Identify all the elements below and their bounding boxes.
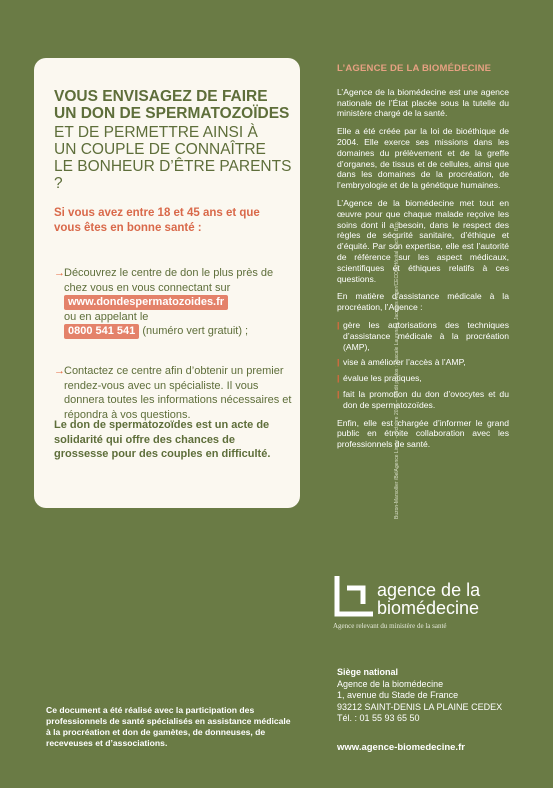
head-office-phone: Tél. : 01 55 93 65 50 [337, 713, 420, 723]
head-office-name: Agence de la biomédecine [337, 678, 444, 689]
phone-number-link[interactable]: 0800 541 541 [64, 324, 139, 339]
agency-logo-icon [333, 574, 377, 622]
bullet-contact-center-text: Contactez ce centre afin d’obtenir un premier rendez-vous avec un spécialiste. Il vous donnera toutes les informations nécessaires et répondra à vos questions. [64, 365, 292, 421]
eligibility-intro: Si vous avez entre 18 et 45 ans et que vous êtes en bonne santé : [54, 207, 260, 234]
agency-paragraph: En matière d’assistance médicale à la procréation, l’Agence : [337, 291, 509, 313]
bullet-contact-center [54, 364, 294, 422]
list-item [337, 357, 509, 368]
headline-regular-line: UN COUPLE DE CONNAÎTRE [54, 141, 266, 158]
donation-website-link[interactable]: www.dondespermatozoides.fr [64, 295, 228, 310]
agency-paragraph: Elle a été créée par la loi de bioéthique de 2004. Elle exerce ses missions dans les domaines du prélèvement et de la greffe d’organes, de tissus et de cellules, ainsi que dans les domaines de la procréation, de l’embryologie et de la génétique humaines. [337, 126, 509, 191]
bullet-icon: | [337, 373, 340, 384]
bullet-icon: | [337, 388, 340, 399]
headline-bold-line: UN DON DE SPERMATOZOÏDES [54, 105, 290, 122]
list-item [337, 373, 509, 384]
headline-regular [54, 124, 294, 192]
credits-text: Buzon-Marsollier /BelAgence Limite – Octobre 2018 – Crédit photos : Pascale Laurenant, Jacques Auger/CECOS/Hôpital Cochin, Bzp. [394, 221, 400, 519]
bullet-icon: | [337, 357, 340, 368]
arrow-right-icon: → [54, 365, 65, 377]
list-item [337, 320, 509, 352]
agency-title: L’AGENCE DE LA BIOMÉDECINE [337, 63, 492, 74]
list-item [337, 389, 509, 411]
head-office-city: 93212 SAINT-DENIS LA PLAINE CEDEX [337, 701, 503, 712]
closing-statement: Le don de spermatozoïdes est un acte de solidarité qui offre des chances de grossesse pour des couples en difficulté. [54, 419, 271, 460]
phone-intro: ou en appelant le [64, 310, 149, 323]
arrow-right-icon: → [54, 267, 65, 279]
bullet-find-center [54, 266, 294, 339]
list-item-text: fait la promotion du don d’ovocytes et du don de spermatozoïdes. [343, 388, 509, 410]
head-office-address [337, 667, 502, 725]
agency-website-link[interactable]: www.agence-biomedecine.fr [337, 742, 465, 753]
headline-regular-line: ET DE PERMETTRE AINSI À [54, 124, 258, 141]
bullet-icon: | [337, 319, 340, 330]
head-office-label: Siège national [337, 667, 399, 677]
agency-paragraph: Enfin, elle est chargée d’informer le grand public en étroite collaboration avec les professionnels de santé. [337, 417, 509, 450]
headline-bold-line: VOUS ENVISAGEZ DE FAIRE [54, 88, 268, 105]
agency-paragraph: L’Agence de la biomédecine est une agence nationale de l’État placée sous la tutelle du ministère chargé de la santé. [337, 86, 509, 119]
info-card [34, 58, 300, 508]
list-item-text: gère les autorisations des techniques d’assistance médicale à la procréation (AMP), [343, 319, 509, 352]
head-office-street: 1, avenue du Stade de France [337, 690, 459, 700]
agency-logo [333, 572, 523, 642]
logo-text-line1: agence de la [377, 580, 481, 600]
headline-regular-line: LE BONHEUR D’ÊTRE PARENTS ? [54, 158, 292, 192]
list-item-text: évalue les pratiques, [343, 373, 422, 384]
logo-text-line2: biomédecine [377, 598, 480, 618]
agency-description [337, 64, 509, 457]
logo-tagline: Agence relevant du ministère de la santé [333, 622, 447, 630]
headline-bold [54, 88, 294, 122]
footnote: Ce document a été réalisé avec la participation des professionnels de santé spécialisés en assistance médicale à la procréation et don de gamètes, de donneuses, de receveuses et d’associations. [46, 705, 291, 748]
bullet-text [64, 266, 294, 339]
agency-paragraph: L’Agence de la biomédecine met tout en œuvre pour que chaque malade reçoive les soins dont il a besoin, dans le respect des règles de sécurité sanitaire, d’éthique et d’équité. Par son expertise, elle est l’autorité de référence sur les aspect médicaux, scientifiques et éthiques relatifs à ces questions. [337, 197, 509, 284]
phone-note: (numéro vert gratuit) ; [142, 325, 249, 337]
agency-missions-list [337, 320, 509, 411]
bullet-find-center-text: Découvrez le centre de don le plus près de chez vous en vous connectant sur [64, 267, 274, 294]
list-item-text: vise à améliorer l’accès à l’AMP, [343, 357, 466, 368]
